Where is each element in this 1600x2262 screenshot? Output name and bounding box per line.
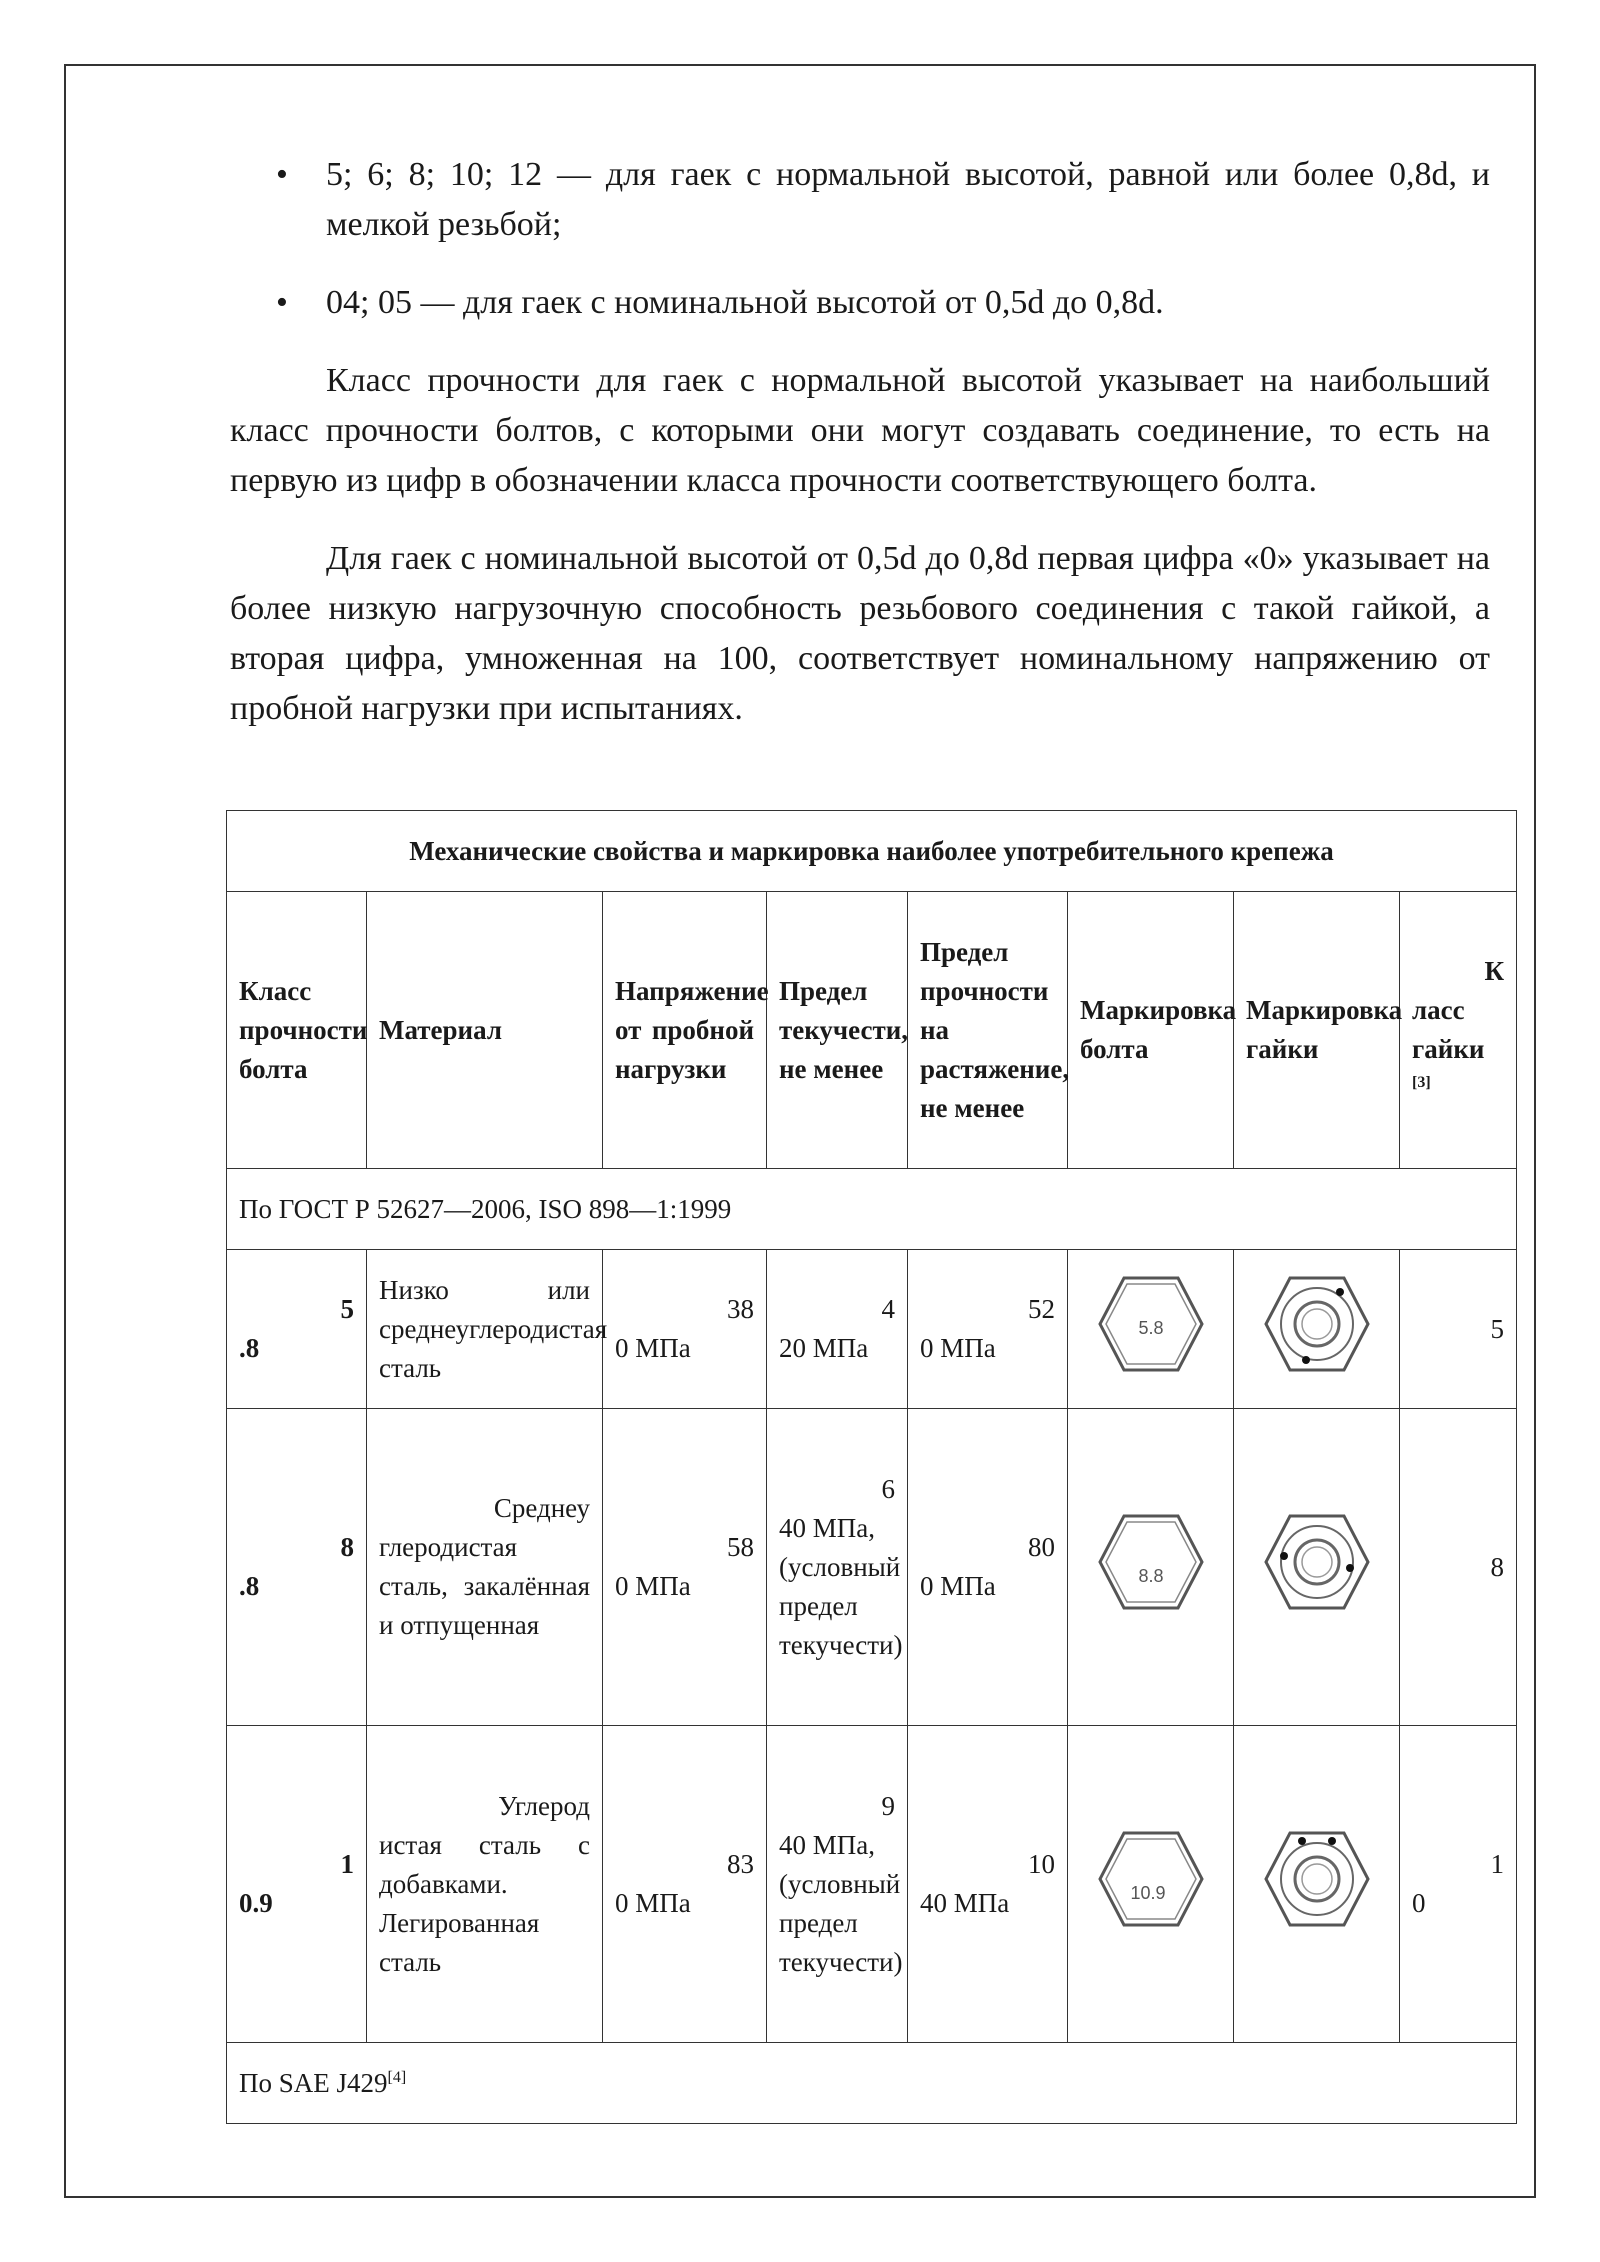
- proof-top: 38: [727, 1294, 754, 1324]
- section-sae-ref: [4]: [387, 2068, 407, 2086]
- bullet-symbol: •: [276, 284, 288, 321]
- section-gost: По ГОСТ Р 52627—2006, ISO 898—1:1999: [227, 1169, 1517, 1250]
- bolt-mark-label: 10.9: [1129, 1882, 1166, 1903]
- yield-top: 4: [881, 1294, 895, 1324]
- proof-bottom: 0 МПа: [615, 1571, 691, 1601]
- hexagon-nut-icon: [1262, 1827, 1372, 1931]
- table-row: [227, 1409, 1517, 1726]
- fastener-properties-table: [226, 810, 1517, 2124]
- nut-class-top: 8: [1490, 1551, 1505, 1582]
- nut-class-top: 1: [1490, 1849, 1505, 1879]
- proof-bottom: 0 МПа: [615, 1333, 691, 1363]
- bullet-list: [230, 150, 1490, 328]
- tensile-top: 80: [1028, 1532, 1055, 1562]
- bolt-class-bottom: 0.9: [239, 1888, 273, 1918]
- bolt-class-bottom: .8: [239, 1571, 260, 1601]
- bolt-class-cell: [227, 1726, 367, 2043]
- bolt-class-cell: [227, 1409, 367, 1726]
- bullet-symbol: •: [276, 156, 288, 193]
- proof-stress-cell: [603, 1726, 767, 2043]
- material-rest: глеродистая сталь, закалённая и отпущенная: [379, 1532, 590, 1640]
- hexagon-nut-icon: [1262, 1510, 1372, 1614]
- nut-marking-cell: [1234, 1726, 1400, 2043]
- header-yield: Предел текучести, не менее: [767, 892, 908, 1169]
- tensile-cell: [908, 1726, 1068, 2043]
- list-item: [230, 278, 1490, 328]
- yield-top: 6: [881, 1473, 895, 1504]
- list-item-text: 04; 05 — для гаек с номинальной высотой от 0,5d до 0,8d.: [326, 284, 1164, 321]
- yield-bottom: 40 МПа, (условный предел текучести): [779, 1512, 903, 1660]
- hexagon-bolt-head-icon: [1096, 1827, 1206, 1931]
- tensile-bottom: 0 МПа: [920, 1333, 996, 1363]
- section-sae-label: По SAE J429: [239, 2067, 388, 2098]
- material-cell: [367, 1726, 603, 2043]
- nut-marking-cell: [1234, 1250, 1400, 1409]
- bolt-marking-cell: [1068, 1409, 1234, 1726]
- tensile-cell: [908, 1250, 1068, 1409]
- header-nut-class-rest: ласс гайки: [1412, 995, 1485, 1064]
- tensile-top: 10: [1028, 1849, 1055, 1879]
- list-item: [230, 150, 1490, 250]
- nut-class-cell: [1400, 1250, 1517, 1409]
- header-bolt-class: Класс прочности болта: [227, 892, 367, 1169]
- nut-class-cell: [1400, 1409, 1517, 1726]
- yield-cell: [767, 1409, 908, 1726]
- bolt-mark-label: 8.8: [1137, 1565, 1164, 1586]
- yield-top: 9: [881, 1790, 895, 1821]
- header-proof-stress: Напряжение от пробной нагрузки: [603, 892, 767, 1169]
- bolt-class-top: 5: [340, 1294, 354, 1324]
- yield-bottom: 40 МПа, (условный предел текучести): [779, 1829, 903, 1977]
- proof-top: 58: [727, 1532, 754, 1562]
- bolt-class-bottom: .8: [239, 1333, 260, 1363]
- yield-bottom: 20 МПа: [779, 1333, 869, 1363]
- header-nut-class: [1400, 892, 1517, 1169]
- table-row: [227, 1250, 1517, 1409]
- paragraph-nut-class: Класс прочности для гаек с нормальной высотой указывает на наибольший класс прочности болтов, с которыми они могут создавать соединение, то есть на первую из цифр в обозначении класса прочности соответствующего болта.: [230, 362, 1490, 499]
- tensile-top: 52: [1028, 1294, 1055, 1324]
- bolt-class-top: 8: [340, 1532, 354, 1562]
- hexagon-bolt-head-icon: [1096, 1272, 1206, 1376]
- tensile-cell: [908, 1409, 1068, 1726]
- hexagon-bolt-head-icon: [1096, 1510, 1206, 1614]
- table-row: [227, 1726, 1517, 2043]
- list-item-text: 5; 6; 8; 10; 12 — для гаек с нормальной высотой, равной или более 0,8d, и мелкой резьбой;: [326, 156, 1490, 243]
- proof-stress-cell: [603, 1409, 767, 1726]
- material-first-line: Среднеу: [493, 1493, 590, 1523]
- bolt-class-cell: [227, 1250, 367, 1409]
- tensile-bottom: 40 МПа: [920, 1888, 1010, 1918]
- material-cell: Низко или среднеуглеродистая сталь: [367, 1250, 603, 1409]
- tensile-bottom: 0 МПа: [920, 1571, 996, 1601]
- header-tensile: Предел прочности на растяжение, не менее: [908, 892, 1068, 1169]
- table-title: Механические свойства и маркировка наиболее употребительного крепежа: [227, 811, 1517, 892]
- nut-class-cell: [1400, 1726, 1517, 2043]
- paragraph-thin-nut: Для гаек с номинальной высотой от 0,5d до 0,8d первая цифра «0» указывает на более низкую нагрузочную способность резьбового соединения с такой гайкой, а вторая цифра, умноженная на 100, соответствует номинальному напряжению от пробной нагрузки при испытаниях.: [230, 540, 1490, 727]
- nut-class-top: 5: [1490, 1313, 1505, 1344]
- proof-stress-cell: [603, 1250, 767, 1409]
- document-body: [230, 150, 1490, 762]
- header-nut-class-ref: [3]: [1412, 1074, 1431, 1091]
- material-cell: [367, 1409, 603, 1726]
- proof-bottom: 0 МПа: [615, 1888, 691, 1918]
- material-first-line: Углерод: [498, 1790, 590, 1821]
- bolt-marking-cell: [1068, 1250, 1234, 1409]
- header-material: Материал: [367, 892, 603, 1169]
- section-sae: [227, 2043, 1517, 2124]
- nut-class-bottom: 0: [1412, 1888, 1426, 1918]
- nut-marking-cell: [1234, 1409, 1400, 1726]
- yield-cell: [767, 1726, 908, 2043]
- bolt-marking-cell: [1068, 1726, 1234, 2043]
- header-nut-class-initial: К: [1484, 956, 1505, 986]
- material-rest: истая сталь с добавками. Легированная сталь: [379, 1829, 590, 1977]
- yield-cell: [767, 1250, 908, 1409]
- proof-top: 83: [727, 1849, 754, 1879]
- bolt-class-top: 1: [340, 1849, 354, 1879]
- bolt-mark-label: 5.8: [1137, 1317, 1164, 1338]
- header-bolt-marking: Маркировка болта: [1068, 892, 1234, 1169]
- header-nut-marking: Маркировка гайки: [1234, 892, 1400, 1169]
- hexagon-nut-icon: [1262, 1272, 1372, 1376]
